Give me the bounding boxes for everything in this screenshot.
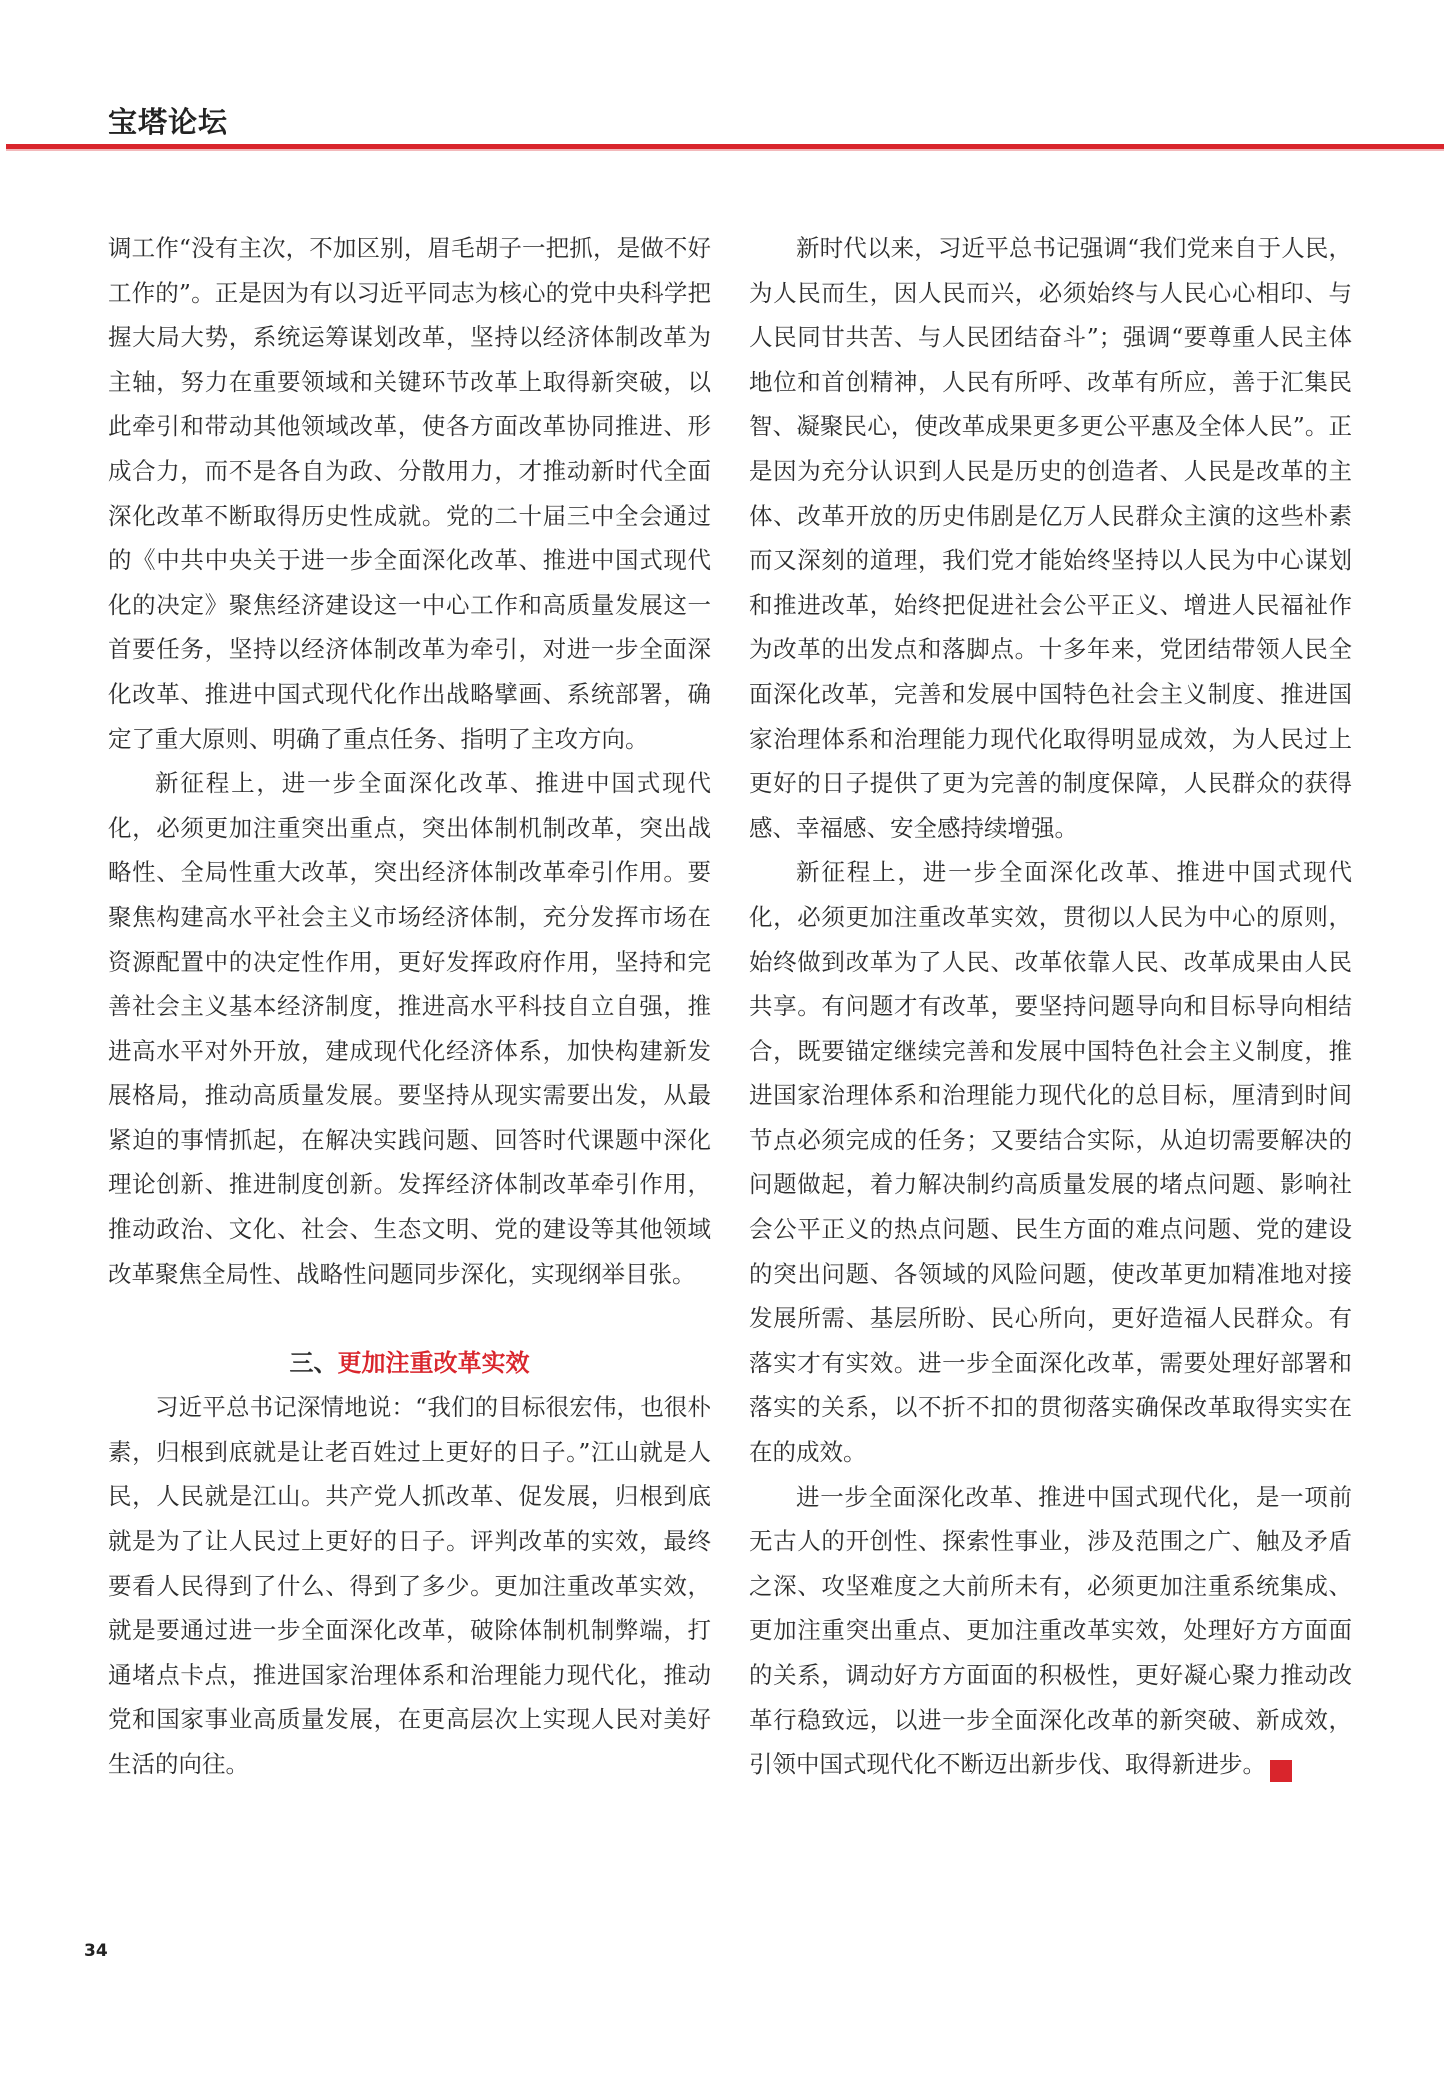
paragraph: 新征程上，进一步全面深化改革、推进中国式现代化，必须更加注重突出重点，突出体制机制改革，突出战略性、全局性重大改革，突出经济体制改革牵引作用。要聚焦构建高水平社会主义市场经济体制，充分发挥市场在资源配置中的决定性作用，更好发挥政府作用，坚持和完善社会主义基本经济制度，推进高水平科技自立自强，推进高水平对外开放，建成现代化经济体系，加快构建新发展格局，推动高质量发展。要坚持从现实需要出发，从最紧迫的事情抓起，在解决实践问题、回答时代课题中深化理论创新、推进制度创新。发挥经济体制改革牵引作用，推动政治、文化、社会、生态文明、党的建设等其他领域改革聚焦全局性、战略性问题同步深化，实现纲举目张。 — [108, 769, 711, 1288]
final-paragraph-text: 进一步全面深化改革、推进中国式现代化，是一项前无古人的开创性、探索性事业，涉及范围之广、触及矛盾之深、攻坚难度之大前所未有，必须更加注重系统集成、更加注重突出重点、更加注重改革实效，处理好方方面面的关系，调动好方方面面的积极性，更好凝心聚力推动改革行稳致远，以进一步全面深化改革的新突破、新成效，引领中国式现代化不断迈出新步伐、取得新进步。 — [749, 1482, 1352, 1779]
section-title: 更加注重改革实效 — [337, 1349, 530, 1378]
end-of-article-icon: 中 — [1270, 1760, 1292, 1782]
section-number: 三、 — [289, 1349, 338, 1378]
final-paragraph — [749, 1475, 1352, 1787]
continued-paragraph: 调工作“没有主次，不加区别，眉毛胡子一把抓，是做不好工作的”。正是因为有以习近平同志为核心的党中央科学把握大局大势，系统运筹谋划改革，坚持以经济体制改革为主轴，努力在重要领域和关键环节改革上取得新突破，以此牵引和带动其他领域改革，使各方面改革协同推进、形成合力，而不是各自为政、分散用力，才推动新时代全面深化改革不断取得历史性成就。党的二十届三中全会通过的《中共中央关于进一步全面深化改革、推进中国式现代化的决定》聚焦经济建设这一中心工作和高质量发展这一首要任务，坚持以经济体制改革为牵引，对进一步全面深化改革、推进中国式现代化作出战略擘画、系统部署，确定了重大原则、明确了重点任务、指明了主攻方向。 — [108, 234, 711, 753]
paragraph: 习近平总书记深情地说：“我们的目标很宏伟，也很朴素，归根到底就是让老百姓过上更好的日子。”江山就是人民，人民就是江山。共产党人抓改革、促发展，归根到底就是为了让人民过上更好的日子。评判改革的实效，最终要看人民得到了什么、得到了多少。更加注重改革实效，就是要通过进一步全面深化改革，破除体制机制弊端，打通堵点卡点，推进国家治理体系和治理能力现代化，推动党和国家事业高质量发展，在更高层次上实现人民对美好生活的向往。 — [108, 1393, 711, 1778]
section-heading — [108, 1341, 711, 1385]
paragraph: 新时代以来，习近平总书记强调“我们党来自于人民，为人民而生，因人民而兴，必须始终与人民心心相印、与人民同甘共苦、与人民团结奋斗”；强调“要尊重人民主体地位和首创精神，人民有所呼、改革有所应，善于汇集民智、凝聚民心，使改革成果更多更公平惠及全体人民”。正是因为充分认识到人民是历史的创造者、人民是改革的主体、改革开放的历史伟剧是亿万人民群众主演的这些朴素而又深刻的道理，我们党才能始终坚持以人民为中心谋划和推进改革，始终把促进社会公平正义、增进人民福祉作为改革的出发点和落脚点。十多年来，党团结带领人民全面深化改革，完善和发展中国特色社会主义制度、推进国家治理体系和治理能力现代化取得明显成效，为人民过上更好的日子提供了更为完善的制度保障，人民群众的获得感、幸福感、安全感持续增强。 — [749, 234, 1352, 842]
magazine-column-title: 宝塔论坛 — [108, 105, 229, 139]
page-number: 34 — [84, 1941, 108, 1961]
paragraph: 新征程上，进一步全面深化改革、推进中国式现代化，必须更加注重改革实效，贯彻以人民为中心的原则，始终做到改革为了人民、改革依靠人民、改革成果由人民共享。有问题才有改革，要坚持问题导向和目标导向相结合，既要锚定继续完善和发展中国特色社会主义制度，推进国家治理体系和治理能力现代化的总目标，厘清到时间节点必须完成的任务；又要结合实际，从迫切需要解决的问题做起，着力解决制约高质量发展的堵点问题、影响社会公平正义的热点问题、民生方面的难点问题、党的建设的突出问题、各领域的风险问题，使改革更加精准地对接发展所需、基层所盼、民心所向，更好造福人民群众。有落实才有实效。进一步全面深化改革，需要处理好部署和落实的关系，以不折不扣的贯彻落实确保改革取得实实在在的成效。 — [749, 858, 1352, 1467]
header-divider-shadow — [6, 149, 1444, 151]
right-text-column — [749, 226, 1352, 1787]
left-text-column — [108, 226, 711, 1787]
